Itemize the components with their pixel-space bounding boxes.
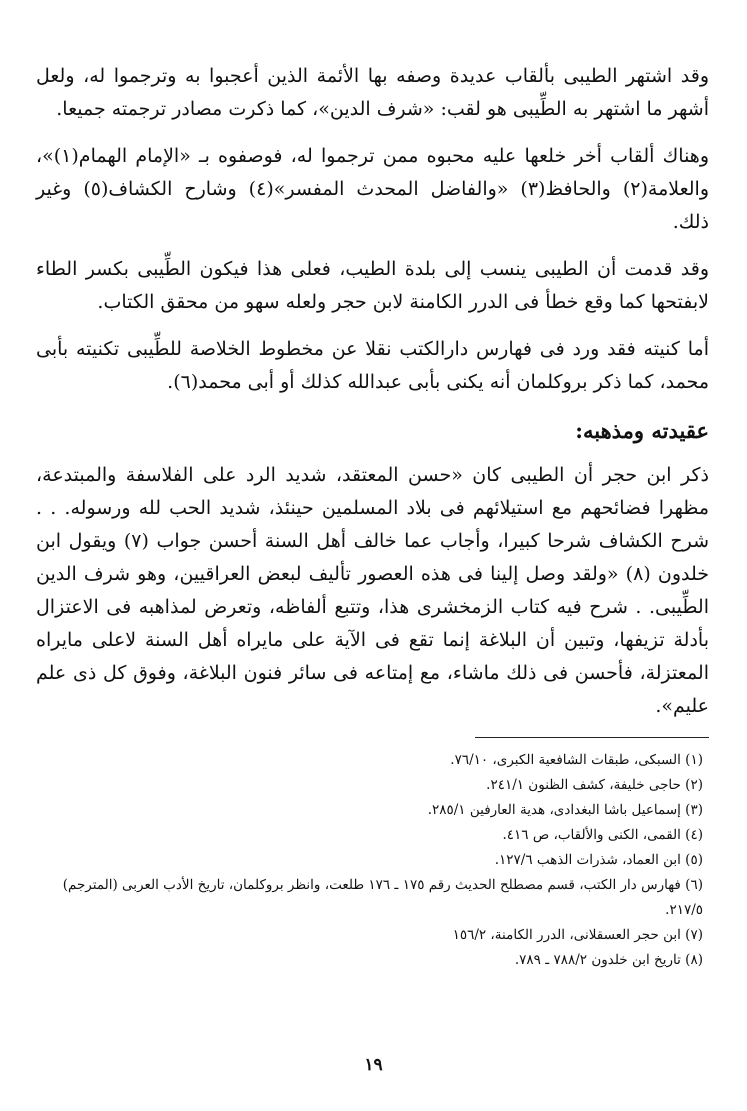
- footnote-7: (٧) ابن حجر العسقلانى، الدرر الكامنة، ١٥٦/٢: [452, 927, 703, 943]
- page-number: ١٩: [364, 1055, 383, 1075]
- footnote-1: (١) السبكى، طبقات الشافعية الكبرى، ٧٦/١٠.: [450, 752, 703, 768]
- footnote-2: (٢) حاجى خليفة، كشف الظنون ٢٤١/١.: [486, 777, 703, 793]
- paragraph-kunya: أما كنيته فقد ورد فى فهارس دارالكتب نقلا عن مخطوط الخلاصة للطِّيبى تكنيته بأبى محمد، كما ذكر بروكلمان أنه يكنى بأبى عبدالله كذلك أو أبى محمد(٦).: [36, 338, 709, 393]
- footnote-8: (٨) تاريخ ابن خلدون ٧٨٨/٢ ـ ٧٨٩.: [514, 952, 703, 968]
- paragraph-creed: ذكر ابن حجر أن الطيبى كان «حسن المعتقد، شديد الرد على الفلاسفة والمبتدعة، مظهرا فضائحهم مع استيلائهم فى بلاد المسلمين حينئذ، شديد الحب لله ورسوله. . . شرح الكشاف شرحا كبيرا، وأجاب عما خالف أهل السنة أحسن جواب (٧) ويقول ابن خلدون (٨) «ولقد وصل إلينا فى هذه العصور تأليف لبعض العراقيين، وهو شرف الدين الطِّيبى. . شرح فيه كتاب الزمخشرى هذا، وتتبع ألفاظه، وتعرض لمذاهبه فى الاعتزال بأدلة تزيفها، وتبين أن البلاغة إنما تقع فى الآية على مايراه أهل السنة لاعلى مايراه المعتزلة، فأحسن فى ذلك ماشاء، مع إمتاعه فى سائر فنون البلاغة، وفوق كل ذى علم عليم».: [36, 464, 710, 717]
- footnote-6: (٦) فهارس دار الكتب، قسم مصطلح الحديث رقم ١٧٥ ـ ١٧٦ طلعت، وانظر بروكلمان، تاريخ الأدب العربى (المترجم) ٢١٧/٥.: [62, 877, 703, 918]
- footnotes: [36, 748, 709, 973]
- section-heading: عقيدته ومذهبه:: [575, 418, 709, 443]
- paragraph-pronunciation: وقد قدمت أن الطيبى ينسب إلى بلدة الطيب، فعلى هذا فيكون الطِّيبى بكسر الطاء لابفتحها كما وقع خطأ فى الدرر الكامنة لابن حجر ولعله سهو من محقق الكتاب.: [36, 258, 709, 313]
- main-text: [36, 60, 709, 723]
- footnote-5: (٥) ابن العماد، شذرات الذهب ١٢٧/٦.: [494, 852, 703, 868]
- paragraph-titles: وقد اشتهر الطيبى بألقاب عديدة وصفه بها الأئمة الذين أعجبوا به وترجموا له، ولعل أشهر ما اشتهر به الطِّيبى هو لقب: «شرف الدين»، كما ذكرت مصادر ترجمته جميعا.: [36, 65, 709, 120]
- paragraph-other-titles: وهناك ألقاب أخر خلعها عليه محبوه ممن ترجموا له، فوصفوه بـ «الإمام الهمام(١)»، والعلامة(٢) والحافظ(٣) «والفاضل المحدث المفسر»(٤) وشارح الكشاف(٥) وغير ذلك.: [36, 145, 710, 233]
- footnote-4: (٤) القمى، الكنى والألقاب، ص ٤١٦.: [502, 827, 703, 843]
- footnote-divider: [475, 737, 709, 738]
- footnote-3: (٣) إسماعيل باشا البغدادى، هدية العارفين ٢٨٥/١.: [427, 802, 703, 818]
